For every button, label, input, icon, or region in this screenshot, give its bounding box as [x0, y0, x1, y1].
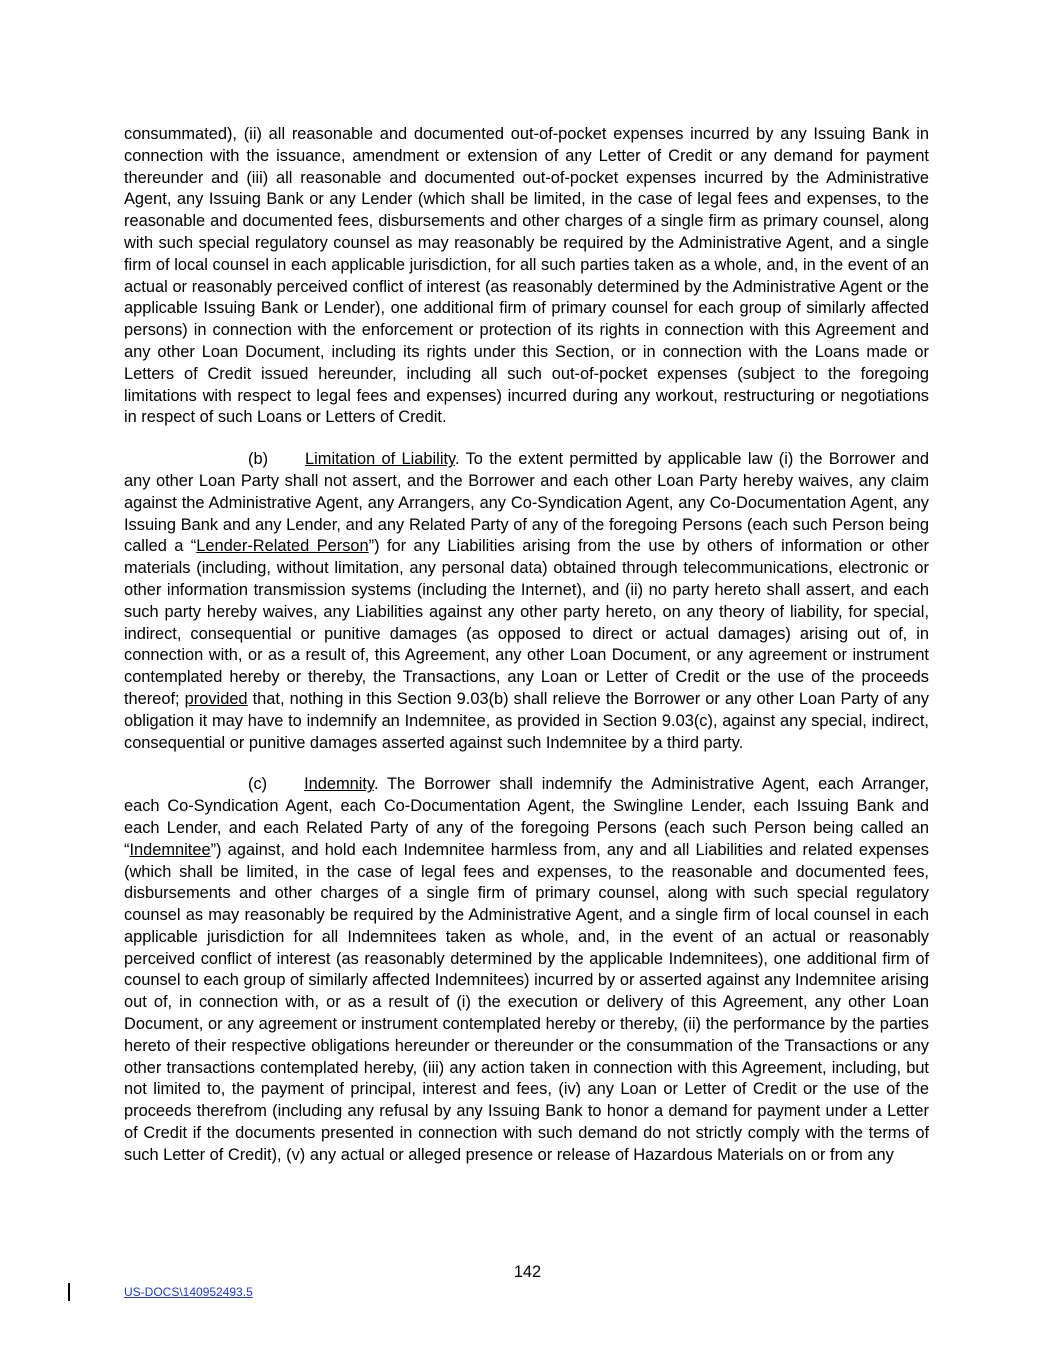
page-number: 142 — [513, 1263, 542, 1281]
defined-term-indemnitee: Indemnitee — [129, 840, 211, 859]
change-bar — [68, 1283, 70, 1301]
paragraph-b-text-2: ”) for any Liabilities arising from the use by others of information or other materials (including, without limitation, any personal data) obtained through telecommunications, electronic or other information transmission systems (including the Internet), and (ii) no party hereto shall assert, and each such party hereby waives, any Liabilities against any other party hereto, on any theory of liability, for special, indirect, consequential or punitive damages (as opposed to direct or actual damages) arising out of, in connection with, or as a result of, this Agreement, any other Loan Document, or any agreement or instrument contemplated hereby or thereby, the Transactions, any Loan or Letter of Credit or the use of the proceeds thereof; — [124, 537, 929, 708]
paragraph-c-marker: (c) — [248, 775, 268, 794]
paragraph-c — [124, 774, 929, 1166]
proviso-provided: provided — [184, 689, 248, 708]
document-id-link[interactable]: US-DOCS\140952493.5 — [124, 1285, 253, 1299]
defined-term-lender-related-person: Lender-Related Person — [196, 537, 369, 556]
paragraph-a-continuation: consummated), (ii) all reasonable and documented out-of-pocket expenses incurred by any Issuing Bank in connection with the issuance, amendment or extension of any Letter of Credit or any demand for payment thereunder and (iii) all reasonable and documented out-of-pocket expenses incurred by the Administrative Agent, any Issuing Bank or any Lender (which shall be limited, in the case of legal fees and expenses, to the reasonable and documented fees, disbursements and other charges of a single firm as primary counsel, along with such special regulatory counsel as may reasonably be required by the Administrative Agent, and a single firm of local counsel in each applicable jurisdiction, for all such parties taken as a whole, and, in the event of an actual or reasonably perceived conflict of interest (as reasonably determined by the Administrative Agent or the applicable Issuing Bank or Lender), one additional firm of primary counsel for each group of similarly affected persons) in connection with the enforcement or protection of its rights in connection with this Agreement and any other Loan Document, including its rights under this Section, or in connection with the Loans made or Letters of Credit issued hereunder, including all such out-of-pocket expenses (subject to the foregoing limitations with respect to legal fees and expenses) incurred during any workout, restructuring or negotiations in respect of such Loans or Letters of Credit. — [124, 125, 929, 427]
paragraph-b-heading: Limitation of Liability — [305, 450, 455, 469]
paragraph-b-text-3: that, nothing in this Section 9.03(b) shall relieve the Borrower or any other Loan Party of any obligation it may have to indemnify an Indemnitee, as provided in Section 9.03(c), against any special, indirect, consequential or punitive damages asserted against such Indemnitee by a third party. — [124, 689, 929, 752]
paragraph-b-marker: (b) — [248, 450, 269, 469]
paragraph-b-text-1: . To the extent permitted by applicable law (i) the Borrower and any other Loan Party shall not assert, and the Borrower and each other Loan Party hereby waives, any claim against the Administrative Agent, any Arrangers, any Co-Syndication Agent, any Co-Documentation Agent, any Issuing Bank and any Lender, and any Related Party of any of the foregoing Persons (each such Person being called a “ — [124, 450, 929, 556]
page-body — [124, 124, 929, 1167]
paragraph-c-text-2: ”) against, and hold each Indemnitee harmless from, any and all Liabilities and related expenses (which shall be limited, in the case of legal fees and expenses, to the reasonable and documented fees, disbursements and other charges of a single firm of primary counsel, along with such special regulatory counsel as may reasonably be required by the Administrative Agent, and a single firm of local counsel in each applicable jurisdiction for all Indemnitees taken as whole, and, in the event of an actual or reasonably perceived conflict of interest (as reasonably determined by the applicable Indemnitees), one additional firm of counsel to each group of similarly affected Indemnitees) incurred by or asserted against any Indemnitee arising out of, in connection with, or as a result of (i) the execution or delivery of this Agreement, any other Loan Document, or any agreement or instrument contemplated hereby or thereby, (ii) the performance by the parties hereto of their respective obligations hereunder or thereunder or the consummation of the Transactions or any other transactions contemplated hereby, (iii) any action taken in connection with this Agreement, including, but not limited to, the payment of principal, interest and fees, (iv) any Loan or Letter of Credit or the use of the proceeds therefrom (including any refusal by any Issuing Bank to honor a demand for payment under a Letter of Credit if the documents presented in connection with such demand do not strictly comply with the terms of such Letter of Credit), (v) any actual or alleged presence or release of Hazardous Materials on or from any — [124, 840, 929, 1164]
paragraph-c-text-1: . The Borrower shall indemnify the Administrative Agent, each Arranger, each Co-Syndication Agent, each Co-Documentation Agent, the Swingline Lender, each Issuing Bank and each Lender, and each Related Party of any of the foregoing Persons (each such Person being called an “ — [124, 775, 929, 859]
paragraph-c-heading: Indemnity — [304, 775, 374, 794]
paragraph-b — [124, 449, 929, 754]
